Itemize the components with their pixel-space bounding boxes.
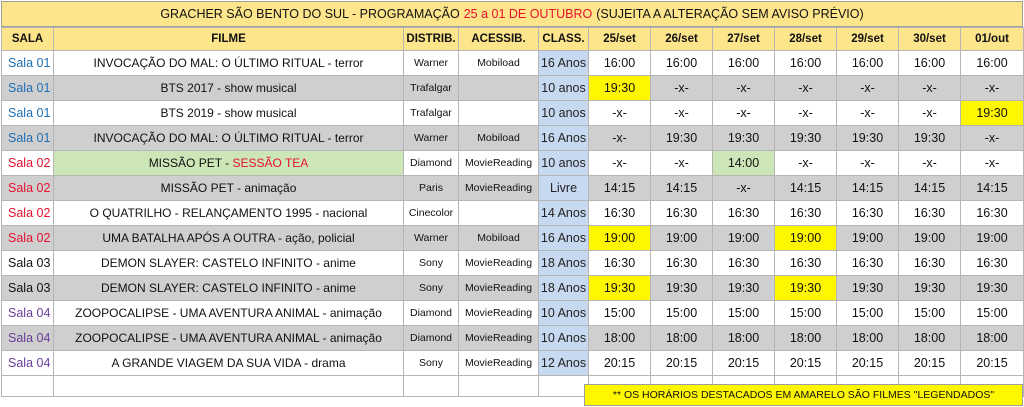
table-row xyxy=(2,101,1024,126)
title-suffix: (SUJEITA A ALTERAÇÃO SEM AVISO PRÉVIO) xyxy=(596,7,864,21)
title-date-range: 25 a 01 DE OUTUBRO xyxy=(463,7,593,21)
time-cell: 19:30 xyxy=(651,276,713,301)
class-cell: 10 anos xyxy=(539,76,589,101)
sala-cell: Sala 02 xyxy=(2,201,54,226)
filme-cell: BTS 2017 - show musical xyxy=(54,76,404,101)
time-cell: -x- xyxy=(961,126,1024,151)
acess-cell: Mobiload xyxy=(459,126,539,151)
time-cell: 14:15 xyxy=(837,176,899,201)
distrib-cell: Diamond xyxy=(404,301,459,326)
col-header-day: 30/set xyxy=(899,28,961,51)
time-cell: -x- xyxy=(713,176,775,201)
class-cell: Livre xyxy=(539,176,589,201)
time-cell: 16:30 xyxy=(961,201,1024,226)
time-cell: 16:30 xyxy=(713,201,775,226)
time-cell: 18:00 xyxy=(775,326,837,351)
time-cell: -x- xyxy=(775,76,837,101)
acess-cell: MovieReading xyxy=(459,251,539,276)
time-cell: 15:00 xyxy=(775,301,837,326)
acess-cell: Mobiload xyxy=(459,51,539,76)
table-row xyxy=(2,226,1024,251)
time-cell: 16:30 xyxy=(961,251,1024,276)
filme-cell: DEMON SLAYER: CASTELO INFINITO - anime xyxy=(54,251,404,276)
sala-cell: Sala 01 xyxy=(2,126,54,151)
time-cell: 16:30 xyxy=(775,201,837,226)
distrib-cell: Warner xyxy=(404,126,459,151)
class-cell: 10 anos xyxy=(539,151,589,176)
time-cell: -x- xyxy=(899,76,961,101)
header-row xyxy=(2,28,1024,51)
class-cell: 12 Anos xyxy=(539,351,589,376)
time-cell: -x- xyxy=(961,151,1024,176)
col-header-day: 25/set xyxy=(589,28,651,51)
time-cell: -x- xyxy=(899,151,961,176)
time-cell: -x- xyxy=(899,101,961,126)
time-cell: 18:00 xyxy=(651,326,713,351)
table-row xyxy=(2,76,1024,101)
table-row xyxy=(2,51,1024,76)
sala-cell: Sala 02 xyxy=(2,226,54,251)
col-header-acessib: ACESSIB. xyxy=(459,28,539,51)
acess-cell xyxy=(459,101,539,126)
time-cell: -x- xyxy=(651,151,713,176)
time-cell: 19:30 xyxy=(837,276,899,301)
filme-cell xyxy=(54,151,404,176)
empty-cell xyxy=(459,376,539,397)
sala-cell: Sala 04 xyxy=(2,326,54,351)
time-cell: -x- xyxy=(651,101,713,126)
sala-cell: Sala 01 xyxy=(2,51,54,76)
time-cell: 16:00 xyxy=(589,51,651,76)
time-cell: 20:15 xyxy=(899,351,961,376)
time-cell: 16:30 xyxy=(837,201,899,226)
distrib-cell: Cinecolor xyxy=(404,201,459,226)
table-row xyxy=(2,301,1024,326)
empty-cell xyxy=(54,376,404,397)
time-cell: 19:00 xyxy=(713,226,775,251)
time-cell: 16:00 xyxy=(713,51,775,76)
time-cell: -x- xyxy=(837,151,899,176)
time-cell-legendado: 19:30 xyxy=(589,276,651,301)
time-cell: 19:30 xyxy=(899,126,961,151)
time-cell: -x- xyxy=(589,151,651,176)
time-cell: 20:15 xyxy=(713,351,775,376)
time-cell: 14:15 xyxy=(589,176,651,201)
time-cell: -x- xyxy=(713,101,775,126)
time-cell: 14:15 xyxy=(961,176,1024,201)
time-cell: 20:15 xyxy=(961,351,1024,376)
time-cell-legendado: 19:30 xyxy=(589,76,651,101)
sala-cell: Sala 02 xyxy=(2,176,54,201)
time-cell: 19:30 xyxy=(713,126,775,151)
sala-cell: Sala 03 xyxy=(2,251,54,276)
sessao-tea-label: SESSÃO TEA xyxy=(232,156,309,170)
table-row xyxy=(2,251,1024,276)
col-header-filme: FILME xyxy=(54,28,404,51)
filme-cell: A GRANDE VIAGEM DA SUA VIDA - drama xyxy=(54,351,404,376)
time-cell: -x- xyxy=(775,101,837,126)
time-cell: 19:30 xyxy=(713,276,775,301)
schedule-title xyxy=(1,1,1023,27)
time-cell: 19:30 xyxy=(775,126,837,151)
time-cell: 16:30 xyxy=(899,251,961,276)
time-cell: -x- xyxy=(713,76,775,101)
distrib-cell: Sony xyxy=(404,276,459,301)
class-cell: 16 Anos xyxy=(539,51,589,76)
time-cell-legendado: 19:30 xyxy=(961,101,1024,126)
sala-cell: Sala 04 xyxy=(2,351,54,376)
filme-title: MISSÃO PET - xyxy=(148,156,233,170)
filme-cell: INVOCAÇÃO DO MAL: O ÚLTIMO RITUAL - terror xyxy=(54,51,404,76)
col-header-day: 29/set xyxy=(837,28,899,51)
filme-cell: MISSÃO PET - animação xyxy=(54,176,404,201)
table-row xyxy=(2,351,1024,376)
sala-cell: Sala 04 xyxy=(2,301,54,326)
table-row xyxy=(2,151,1024,176)
time-cell: 18:00 xyxy=(899,326,961,351)
title-prefix: GRACHER SÃO BENTO DO SUL - PROGRAMAÇÃO xyxy=(160,7,460,21)
col-header-class: CLASS. xyxy=(539,28,589,51)
acess-cell xyxy=(459,201,539,226)
filme-cell: BTS 2019 - show musical xyxy=(54,101,404,126)
sala-cell: Sala 01 xyxy=(2,101,54,126)
time-cell-legendado: 19:00 xyxy=(775,226,837,251)
filme-cell: UMA BATALHA APÓS A OUTRA - ação, policial xyxy=(54,226,404,251)
time-cell: 16:00 xyxy=(961,51,1024,76)
filme-cell: ZOOPOCALIPSE - UMA AVENTURA ANIMAL - animação xyxy=(54,326,404,351)
distrib-cell: Sony xyxy=(404,351,459,376)
time-cell: 16:30 xyxy=(899,201,961,226)
time-cell: 14:15 xyxy=(775,176,837,201)
time-cell: -x- xyxy=(837,76,899,101)
time-cell: 16:30 xyxy=(837,251,899,276)
time-cell: 19:00 xyxy=(961,226,1024,251)
time-cell: 16:30 xyxy=(589,251,651,276)
acess-cell xyxy=(459,76,539,101)
class-cell: 18 Anos xyxy=(539,251,589,276)
distrib-cell: Trafalgar xyxy=(404,101,459,126)
time-cell: 18:00 xyxy=(837,326,899,351)
acess-cell: MovieReading xyxy=(459,326,539,351)
time-cell: 14:15 xyxy=(651,176,713,201)
schedule-sheet xyxy=(1,1,1023,401)
empty-cell xyxy=(2,376,54,397)
acess-cell: MovieReading xyxy=(459,151,539,176)
legendado-note: ** OS HORÁRIOS DESTACADOS EM AMARELO SÃO FILMES "LEGENDADOS" xyxy=(584,384,1023,406)
time-cell: 15:00 xyxy=(961,301,1024,326)
distrib-cell: Warner xyxy=(404,51,459,76)
time-cell: -x- xyxy=(589,101,651,126)
col-header-day: 01/out xyxy=(961,28,1024,51)
table-row xyxy=(2,326,1024,351)
time-cell: -x- xyxy=(651,76,713,101)
time-cell: 19:00 xyxy=(837,226,899,251)
acess-cell: Mobiload xyxy=(459,226,539,251)
class-cell: 16 Anos xyxy=(539,226,589,251)
time-cell: -x- xyxy=(961,76,1024,101)
acess-cell: MovieReading xyxy=(459,351,539,376)
time-cell: 19:30 xyxy=(961,276,1024,301)
time-cell: 14:15 xyxy=(899,176,961,201)
acess-cell: MovieReading xyxy=(459,176,539,201)
distrib-cell: Diamond xyxy=(404,151,459,176)
sala-cell: Sala 03 xyxy=(2,276,54,301)
time-cell: 20:15 xyxy=(651,351,713,376)
col-header-day: 28/set xyxy=(775,28,837,51)
time-cell: 16:30 xyxy=(589,201,651,226)
time-cell: 16:30 xyxy=(651,251,713,276)
table-row xyxy=(2,276,1024,301)
empty-cell xyxy=(539,376,589,397)
time-cell-tea: 14:00 xyxy=(713,151,775,176)
filme-cell: INVOCAÇÃO DO MAL: O ÚLTIMO RITUAL - terror xyxy=(54,126,404,151)
time-cell: -x- xyxy=(589,126,651,151)
col-header-sala: SALA xyxy=(2,28,54,51)
time-cell: 19:30 xyxy=(837,126,899,151)
acess-cell: MovieReading xyxy=(459,276,539,301)
time-cell: 16:30 xyxy=(713,251,775,276)
filme-cell: DEMON SLAYER: CASTELO INFINITO - anime xyxy=(54,276,404,301)
time-cell: -x- xyxy=(837,101,899,126)
time-cell: 18:00 xyxy=(589,326,651,351)
time-cell: 18:00 xyxy=(961,326,1024,351)
time-cell: 15:00 xyxy=(713,301,775,326)
col-header-day: 26/set xyxy=(651,28,713,51)
empty-cell xyxy=(404,376,459,397)
schedule-table xyxy=(1,27,1024,397)
time-cell: 20:15 xyxy=(589,351,651,376)
time-cell: 16:30 xyxy=(775,251,837,276)
time-cell-legendado: 19:00 xyxy=(589,226,651,251)
time-cell: 15:00 xyxy=(899,301,961,326)
time-cell: 19:00 xyxy=(899,226,961,251)
distrib-cell: Diamond xyxy=(404,326,459,351)
col-header-day: 27/set xyxy=(713,28,775,51)
time-cell: 15:00 xyxy=(837,301,899,326)
time-cell: 16:00 xyxy=(775,51,837,76)
class-cell: 18 Anos xyxy=(539,276,589,301)
time-cell: 18:00 xyxy=(713,326,775,351)
filme-cell: O QUATRILHO - RELANÇAMENTO 1995 - nacional xyxy=(54,201,404,226)
distrib-cell: Sony xyxy=(404,251,459,276)
distrib-cell: Warner xyxy=(404,226,459,251)
sala-cell: Sala 02 xyxy=(2,151,54,176)
time-cell: 15:00 xyxy=(589,301,651,326)
time-cell: -x- xyxy=(775,151,837,176)
class-cell: 10 Anos xyxy=(539,326,589,351)
time-cell: 15:00 xyxy=(651,301,713,326)
time-cell: 16:00 xyxy=(651,51,713,76)
table-row xyxy=(2,201,1024,226)
table-row xyxy=(2,126,1024,151)
col-header-distrib: DISTRIB. xyxy=(404,28,459,51)
sala-cell: Sala 01 xyxy=(2,76,54,101)
time-cell: 16:30 xyxy=(651,201,713,226)
time-cell: 19:30 xyxy=(899,276,961,301)
distrib-cell: Paris xyxy=(404,176,459,201)
time-cell: 19:00 xyxy=(651,226,713,251)
class-cell: 10 Anos xyxy=(539,301,589,326)
distrib-cell: Trafalgar xyxy=(404,76,459,101)
time-cell: 20:15 xyxy=(837,351,899,376)
table-row xyxy=(2,176,1024,201)
filme-cell: ZOOPOCALIPSE - UMA AVENTURA ANIMAL - animação xyxy=(54,301,404,326)
time-cell: 19:30 xyxy=(651,126,713,151)
time-cell: 20:15 xyxy=(775,351,837,376)
acess-cell: MovieReading xyxy=(459,301,539,326)
time-cell: 16:00 xyxy=(899,51,961,76)
class-cell: 10 anos xyxy=(539,101,589,126)
class-cell: 16 Anos xyxy=(539,126,589,151)
class-cell: 14 Anos xyxy=(539,201,589,226)
time-cell: 16:00 xyxy=(837,51,899,76)
time-cell-legendado: 19:30 xyxy=(775,276,837,301)
